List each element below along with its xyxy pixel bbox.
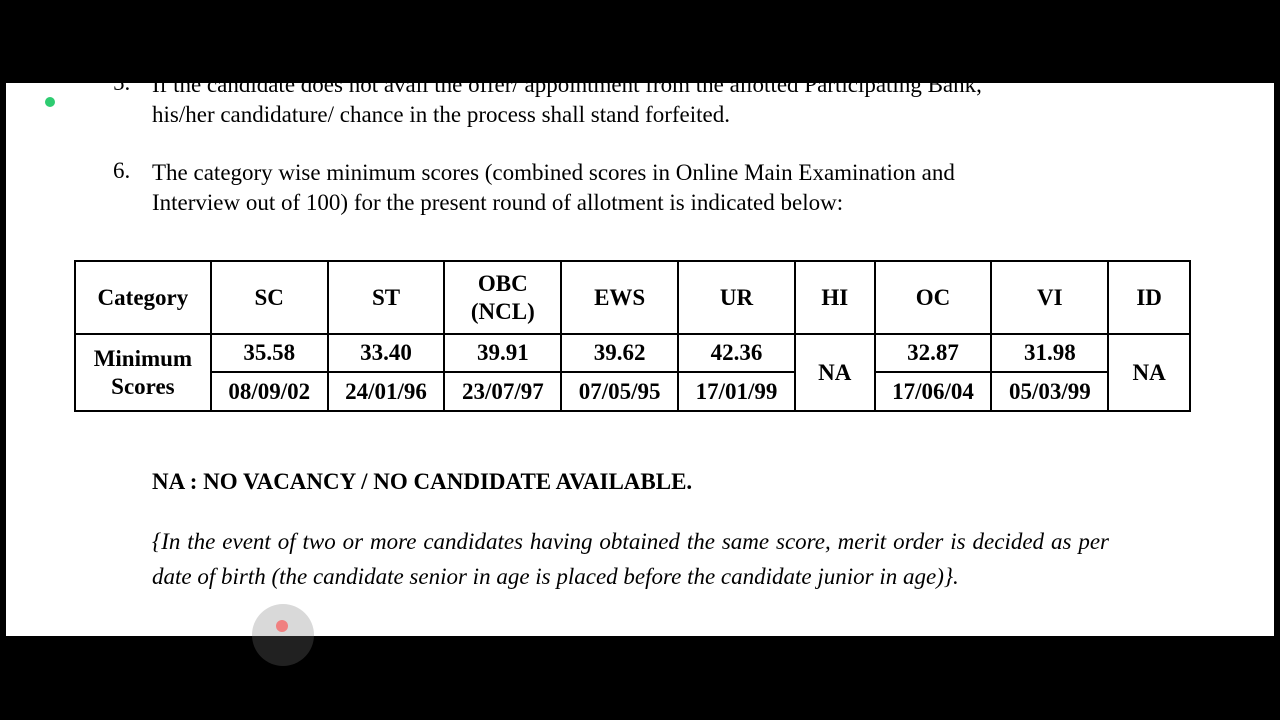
score-ews: 39.62 xyxy=(561,334,678,372)
header-oc: OC xyxy=(875,261,992,334)
date-ur: 17/01/99 xyxy=(678,372,795,411)
score-ur: 42.36 xyxy=(678,334,795,372)
date-oc: 17/06/04 xyxy=(875,372,992,411)
tie-break-note: {In the event of two or more candidates having obtained the same score, merit order is decided as per date of birth (the candidate senior in age is placed before the candidate junior in age)}. xyxy=(152,529,1109,589)
table-row-scores xyxy=(75,334,1190,372)
score-vi: 31.98 xyxy=(991,334,1108,372)
row-label-minimum-scores xyxy=(75,334,211,411)
minimum-scores-table xyxy=(74,260,1191,412)
item-5-line-2: his/her candidature/ chance in the process shall stand forfeited. xyxy=(152,102,730,127)
item-5-line-1: If the candidate does not avail the offer/ appointment from the allotted Participating Bank, xyxy=(152,72,982,97)
header-obc-ncl xyxy=(444,261,561,334)
date-ews: 07/05/95 xyxy=(561,372,678,411)
item-6-line-2: Interview out of 100) for the present round of allotment is indicated below: xyxy=(152,190,844,215)
item-5-text xyxy=(152,70,982,130)
value-id: NA xyxy=(1108,334,1190,411)
header-category: Category xyxy=(75,261,211,334)
score-obc: 39.91 xyxy=(444,334,561,372)
cursor-pointer-dot xyxy=(276,620,288,632)
table-row-dates xyxy=(75,372,1190,411)
document-page xyxy=(6,70,1274,636)
score-oc: 32.87 xyxy=(875,334,992,372)
header-ews: EWS xyxy=(561,261,678,334)
header-hi: HI xyxy=(795,261,875,334)
header-id: ID xyxy=(1108,261,1190,334)
date-obc: 23/07/97 xyxy=(444,372,561,411)
value-hi: NA xyxy=(795,334,875,411)
header-sc: SC xyxy=(211,261,328,334)
cursor-highlight xyxy=(252,604,314,666)
score-sc: 35.58 xyxy=(211,334,328,372)
item-6-line-1: The category wise minimum scores (combined scores in Online Main Examination and xyxy=(152,160,955,185)
header-vi: VI xyxy=(991,261,1108,334)
header-obc-line-2: (NCL) xyxy=(470,298,535,324)
header-st: ST xyxy=(328,261,445,334)
date-sc: 08/09/02 xyxy=(211,372,328,411)
score-st: 33.40 xyxy=(328,334,445,372)
na-legend: NA : NO VACANCY / NO CANDIDATE AVAILABLE. xyxy=(152,469,693,494)
table-header-row xyxy=(75,261,1190,334)
date-vi: 05/03/99 xyxy=(991,372,1108,411)
item-5-number: 5. xyxy=(113,70,131,95)
item-6-text xyxy=(152,158,955,218)
green-dot-marker xyxy=(45,97,55,107)
header-obc-line-1: OBC xyxy=(477,270,528,296)
date-st: 24/01/96 xyxy=(328,372,445,411)
row-label-line-2: Scores xyxy=(111,373,175,399)
row-label-line-1: Minimum xyxy=(93,345,193,371)
header-ur: UR xyxy=(678,261,795,334)
item-6-number: 6. xyxy=(113,158,131,183)
